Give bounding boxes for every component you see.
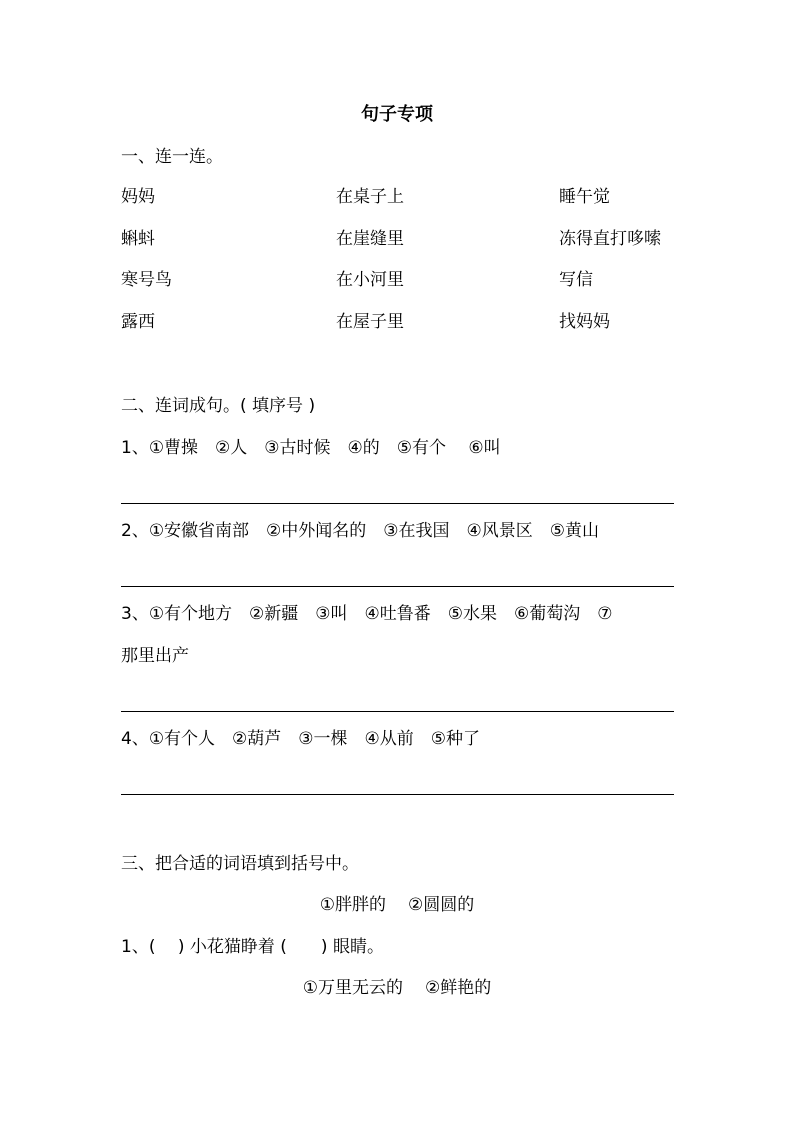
word-option: ①万里无云的 [302, 978, 403, 998]
match-left-1: 妈妈 [121, 187, 155, 207]
match-middle-4: 在屋子里 [336, 312, 404, 332]
word-option: ①胖胖的 [319, 895, 386, 915]
sentence-question-3-continued: 那里出产 [121, 646, 189, 666]
word-option: ②圆圆的 [408, 895, 475, 915]
answer-line-2[interactable] [121, 586, 674, 587]
word-options-2 [0, 980, 794, 997]
word-options-1 [0, 897, 794, 914]
answer-line-1[interactable] [121, 503, 674, 504]
match-right-4: 找妈妈 [559, 312, 610, 332]
answer-line-3[interactable] [121, 711, 674, 712]
match-left-3: 寒号鸟 [121, 270, 172, 290]
match-left-2: 蝌蚪 [121, 229, 155, 249]
match-middle-2: 在崖缝里 [336, 229, 404, 249]
sentence-question-1: 1、①曹操 ②人 ③古时候 ④的 ⑤有个 ⑥叫 [121, 438, 501, 458]
section3-heading: 三、把合适的词语填到括号中。 [121, 854, 359, 874]
match-right-3: 写信 [559, 270, 593, 290]
answer-line-4[interactable] [121, 794, 674, 795]
page-title: 句子专项 [361, 104, 433, 125]
match-right-2: 冻得直打哆嗦 [559, 229, 661, 249]
match-middle-3: 在小河里 [336, 270, 404, 290]
sentence-question-4: 4、①有个人 ②葫芦 ③一棵 ④从前 ⑤种了 [121, 729, 481, 749]
sentence-question-3: 3、①有个地方 ②新疆 ③叫 ④吐鲁番 ⑤水果 ⑥葡萄沟 ⑦ [121, 604, 613, 624]
match-right-1: 睡午觉 [559, 187, 610, 207]
section1-heading: 一、连一连。 [121, 147, 223, 167]
fill-blank-question-1: 1、( ) 小花猫睁着 ( ) 眼睛。 [121, 937, 384, 957]
match-left-4: 露西 [121, 312, 155, 332]
word-option: ②鲜艳的 [425, 978, 492, 998]
sentence-question-2: 2、①安徽省南部 ②中外闻名的 ③在我国 ④风景区 ⑤黄山 [121, 521, 600, 541]
match-middle-1: 在桌子上 [336, 187, 404, 207]
section2-heading: 二、连词成句。( 填序号 ) [121, 396, 316, 416]
